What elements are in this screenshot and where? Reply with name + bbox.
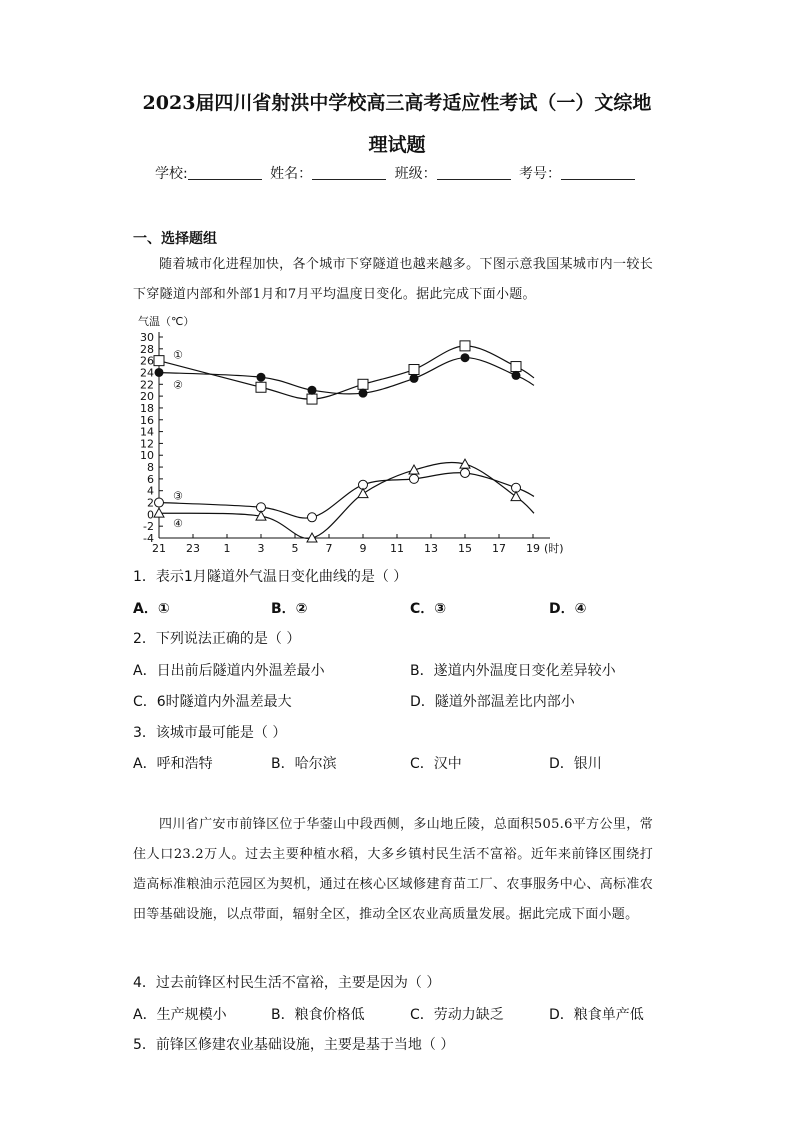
q3-option-c[interactable]: C．汉中	[410, 756, 462, 772]
dot-marker	[512, 371, 521, 380]
q1-option-a[interactable]: A．①	[133, 601, 170, 617]
series-label: ②	[173, 378, 183, 392]
dot-marker	[155, 368, 164, 377]
question-4-stem: 4．过去前锋区村民生活不富裕，主要是因为（ ）	[133, 975, 441, 991]
x-tick-label: 13	[424, 542, 438, 555]
q2-option-a[interactable]: A．日出前后隧道内外温差最小	[133, 663, 325, 679]
section-heading: 一、选择题组	[133, 231, 217, 247]
y-tick-label: 6	[147, 472, 154, 486]
passage-1: 随着城市化进程加快，各个城市下穿隧道也越来越多。下图示意我国某城市内一较长下穿隧道内部和外部1月和7月平均温度日变化。据此完成下面小题。	[133, 257, 653, 302]
square-marker	[154, 356, 164, 366]
y-axis-label: 气温（℃）	[138, 315, 195, 328]
q4-option-b[interactable]: B．粮食价格低	[271, 1007, 365, 1023]
y-tick-label: -2	[143, 520, 154, 534]
x-tick-label: 3	[257, 542, 265, 555]
q4-option-d[interactable]: D．粮食单产低	[549, 1007, 644, 1023]
y-tick-label: 28	[140, 342, 154, 356]
dot-marker	[359, 389, 368, 398]
y-tick-label: 14	[140, 425, 154, 439]
name-label: 姓名：	[270, 166, 313, 182]
square-marker	[307, 394, 317, 404]
q3-option-a[interactable]: A．呼和浩特	[133, 756, 213, 772]
q2-option-b[interactable]: B．遂道内外温度日变化差异较小	[410, 663, 616, 679]
chart-series	[154, 341, 534, 542]
x-tick-label: 11	[390, 542, 404, 555]
y-tick-label: 12	[140, 437, 154, 451]
y-tick-label: 0	[147, 508, 154, 522]
y-tick-label: 30	[140, 331, 154, 344]
q4-option-a[interactable]: A．生产规模小	[133, 1007, 227, 1023]
class-blank[interactable]	[437, 165, 511, 180]
series-line	[159, 346, 534, 399]
number-blank[interactable]	[561, 165, 635, 180]
circle-marker	[308, 513, 317, 522]
circle-marker	[155, 498, 164, 507]
x-axis-label: (时)	[544, 542, 564, 555]
q3-option-b[interactable]: B．哈尔滨	[271, 756, 337, 772]
series-1	[154, 341, 534, 404]
q4-option-c[interactable]: C．劳动力缺乏	[410, 1007, 504, 1023]
square-marker	[409, 365, 419, 375]
y-tick-label: 26	[140, 354, 154, 368]
q1-option-c[interactable]: C．③	[410, 601, 447, 617]
series-4	[154, 459, 534, 542]
dot-marker	[257, 373, 266, 382]
school-label: 学校:	[154, 166, 188, 182]
y-tick-label: 8	[147, 461, 154, 475]
q2-option-d[interactable]: D．隧道外部温差比内部小	[410, 694, 575, 710]
square-marker	[358, 379, 368, 389]
q3-option-d[interactable]: D．银川	[549, 756, 602, 772]
question-1-stem: 1．表示1月隧道外气温日变化曲线的是（ ）	[133, 569, 408, 585]
triangle-marker	[358, 489, 368, 498]
student-info-row	[0, 163, 794, 183]
x-tick-label: 1	[223, 542, 231, 555]
x-tick-label: 17	[492, 542, 506, 555]
y-tick-label: 16	[140, 413, 154, 427]
y-tick-label: 18	[140, 401, 154, 415]
x-tick-label: 9	[359, 542, 367, 555]
q2-option-c[interactable]: C．6时隧道内外温差最大	[133, 694, 292, 710]
y-tick-label: 10	[140, 449, 154, 463]
dot-marker	[461, 353, 470, 362]
question-2-stem: 2．下列说法正确的是（ ）	[133, 631, 301, 647]
y-tick-label: 2	[147, 496, 154, 510]
q1-option-b[interactable]: B．②	[271, 601, 308, 617]
y-tick-label: 22	[140, 378, 154, 392]
y-tick-label: -4	[143, 532, 154, 545]
x-tick-label: 21	[152, 542, 166, 555]
y-tick-label: 24	[140, 366, 154, 380]
exam-title-line2: 理试题	[368, 134, 426, 156]
series-line	[159, 473, 534, 518]
circle-marker	[461, 468, 470, 477]
x-tick-label: 7	[325, 542, 333, 555]
x-tick-label: 23	[186, 542, 200, 555]
chart-axes	[140, 331, 564, 555]
name-blank[interactable]	[312, 165, 386, 180]
square-marker	[511, 362, 521, 372]
passage-2: 四川省广安市前锋区位于华蓥山中段西侧，多山地丘陵，总面积505.6平方公里，常住人口23.2万人。过去主要种植水稻，大多乡镇村民生活不富裕。近年来前锋区围绕打造高标准粮油示范园区为契机，通过在核心区域修建育苗工厂、农事服务中心、高标准农田等基础设施，以点带面，辐射全区，推动全区农业高质量发展。据此完成下面小题。	[133, 817, 653, 922]
q1-option-d[interactable]: D．④	[549, 601, 587, 617]
dot-marker	[308, 386, 317, 395]
dot-marker	[410, 374, 419, 383]
circle-marker	[410, 474, 419, 483]
x-tick-label: 19	[526, 542, 540, 555]
number-label: 考号：	[519, 166, 562, 182]
square-marker	[460, 341, 470, 351]
y-tick-label: 20	[140, 390, 154, 404]
x-tick-label: 15	[458, 542, 472, 555]
temperature-chart	[130, 310, 580, 555]
series-label: ①	[173, 348, 183, 362]
triangle-marker	[511, 492, 521, 501]
question-5-stem: 5．前锋区修建农业基础设施，主要是基于当地（ ）	[133, 1037, 455, 1053]
school-blank[interactable]	[188, 165, 262, 180]
class-label: 班级：	[394, 166, 437, 182]
exam-title-line1: 2023届四川省射洪中学校高三高考适应性考试（一）文综地	[142, 92, 652, 114]
series-label: ③	[173, 489, 183, 503]
y-tick-label: 4	[147, 484, 154, 498]
x-tick-label: 5	[291, 542, 299, 555]
series-line	[159, 462, 534, 538]
square-marker	[256, 382, 266, 392]
series-label: ④	[173, 517, 183, 531]
question-3-stem: 3．该城市最可能是（ ）	[133, 725, 287, 741]
